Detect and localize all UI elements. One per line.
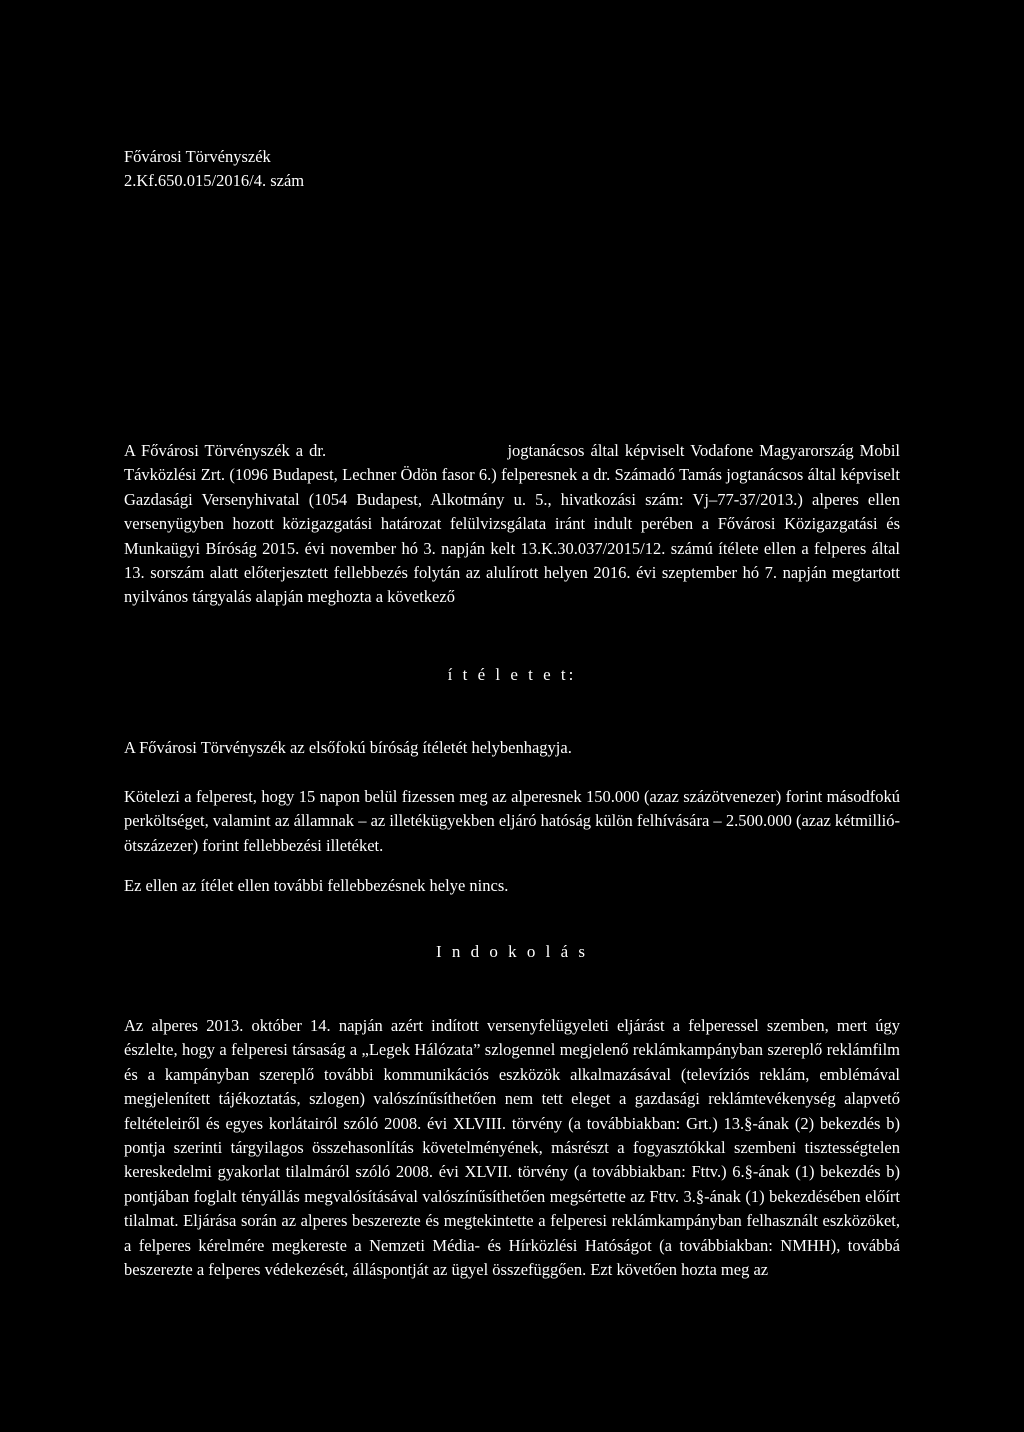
reasoning-paragraph: Az alperes 2013. október 14. napján azért indított versenyfelügyeleti eljárást a felperessel szemben, mert úgy észlelte, hogy a felperesi társaság a „Legek Hálózata” szlogennel megjelenő reklámkampányban szereplő reklámfilm és a kampányban szereplő további kommunikációs eszközök alkalmazásával (televíziós reklám, emblémával megjelenített tájékoztatás, szlogen) valószínűsíthetően nem tett eleget a gazdasági reklámtevékenység alapvető feltételeiről és egyes korlátairól szóló 2008. évi XLVIII. törvény (a továbbiakban: Grt.) 13.§-ának (2) bekezdés b) pontja szerinti tárgyilagos összehasonlítás követelményének, másrészt a fogyasztókkal szembeni tisztességtelen kereskedelmi gyakorlat tilalmáról szóló 2008. évi XLVII. törvény (a továbbiakban: Fttv.) 6.§-ának (1) bekezdés b) pontjában foglalt tényállás megvalósításával valószínűsíthetően megsértette az Fttv. 3.§-ának (1) bekezdésében előírt tilalmat. Eljárása során az alperes beszerezte és megtekintette a felperesi reklámkampányban felhasznált eszközöket, a felperes kérelmére megkereste a Nemzeti Média- és Hírközlési Hatóságot (a továbbiakban: NMHH), továbbá beszerezte a felperes védekezését, álláspontját az ügyel összefüggően. Ezt követően hozta meg az	[124, 1016, 900, 1280]
court-name: Fővárosi Törvényszék	[124, 147, 271, 166]
document-header	[124, 145, 304, 193]
case-number: 2.Kf.650.015/2016/4. szám	[124, 171, 305, 190]
verdict-heading: í t é l e t e t:	[447, 665, 577, 684]
verdict-paragraph: Ez ellen az ítélet ellen további fellebbezésnek helye nincs.	[124, 876, 509, 895]
intro-paragraph: A Fővárosi Törvényszék a dr. jogtanácsos által képviselt Vodafone Magyarország Mobil Távközlési Zrt. (1096 Budapest, Lechner Ödön fasor 6.) felperesnek a dr. Számadó Tamás jogtanácsos által képviselt Gazdasági Versenyhivatal (1054 Budapest, Alkotmány u. 5., hivatkozási szám: Vj–77-37/2013.) alperes ellen versenyügyben hozott közigazgatási határozat felülvizsgálata iránt indult perében a Fővárosi Közigazgatási és Munkaügyi Bíróság 2015. évi november hó 3. napján kelt 13.K.30.037/2015/12. számú ítélete ellen a felperes által 13. sorszám alatt előterjesztett fellebbezés folytán az alulírott helyen 2016. évi szeptember hó 7. napján megtartott nyilvános tárgyalás alapján meghozta a következő	[124, 441, 905, 607]
verdict-paragraph: A Fővárosi Törvényszék az elsőfokú bíróság ítéletét helybenhagyja.	[124, 738, 572, 757]
reasoning-heading: I n d o k o l á s	[435, 942, 589, 961]
verdict-paragraph: Kötelezi a felperest, hogy 15 napon belül fizessen meg az alperesnek 150.000 (azaz százötvenezer) forint másodfokú perköltséget, valamint az államnak – az illetékügyekben eljáró hatóság külön felhívására – 2.500.000 (azaz kétmillió-ötszázezer) forint fellebbezési illetéket.	[124, 787, 900, 855]
